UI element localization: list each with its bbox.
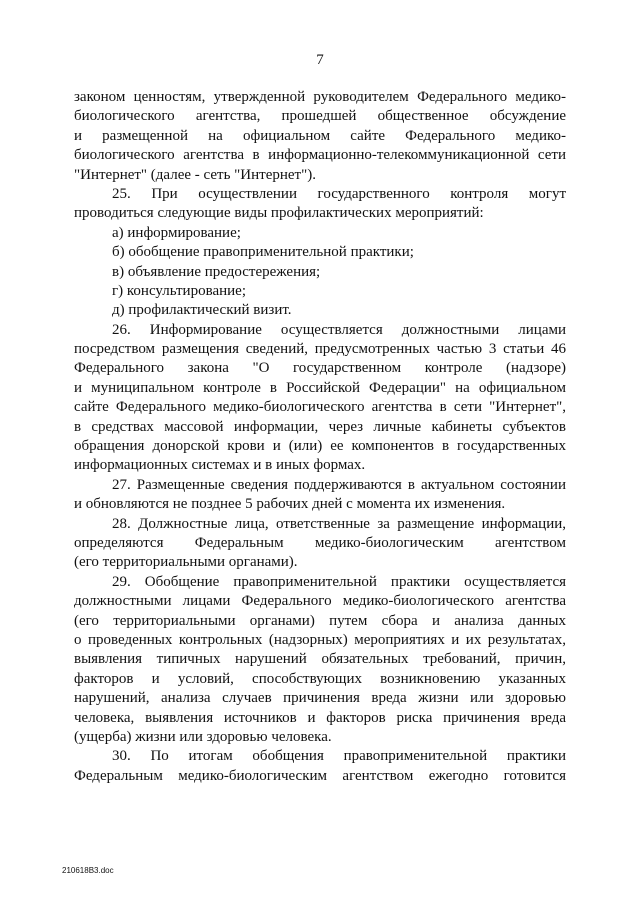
text-line: и обновляются не позднее 5 рабочих дней с момента их изменения. — [74, 496, 506, 513]
text-line: законом ценностям, утвержденной руководителем Федерального медико- — [74, 89, 566, 105]
text-line: посредством размещения сведений, предусмотренных частью 3 статьи 46 — [74, 341, 566, 358]
text-line: г) консультирование; — [112, 282, 247, 299]
text-line: в средствах массовой информации, через личные кабинеты субъектов — [74, 418, 566, 435]
text-line: биологического агентства в информационно-телекоммуникационной сети — [74, 147, 566, 164]
text-line: информационных системах и в иных формах. — [74, 457, 366, 474]
text-line: и муниципальном контроле в Российской Федерации" на официальном — [74, 379, 566, 396]
text-line: нарушений, анализа случаев причинения вреда жизни или здоровью — [74, 690, 566, 707]
text-line: Федерального закона "О государственном контроле (надзоре) — [74, 360, 566, 377]
text-line: 26. Информирование осуществляется должностными лицами — [112, 321, 566, 338]
text-line: а) информирование; — [112, 224, 241, 241]
text-line: Федеральным медико-биологическим агентством ежегодно готовится — [74, 767, 566, 784]
text-line: 25. При осуществлении государственного контроля могут — [112, 185, 566, 202]
text-line: д) профилактический визит. — [112, 302, 292, 319]
file-name-footer: 210618B3.doc — [62, 866, 114, 875]
text-line: б) обобщение правоприменительной практики; — [112, 244, 414, 261]
text-line: сайте Федерального медико-биологического агентства в сети "Интернет", — [74, 399, 566, 416]
text-line: (его территориальными органами). — [74, 554, 298, 571]
text-line: обращения донорской крови и (или) ее компонентов в государственных — [74, 438, 566, 455]
text-line: (ущерба) жизни или здоровью человека. — [74, 728, 332, 745]
text-line: 30. По итогам обобщения правоприменительной практики — [112, 748, 566, 765]
text-line: о проведенных контрольных (надзорных) мероприятиях и их результатах, — [74, 631, 566, 648]
text-line: 28. Должностные лица, ответственные за размещение информации, — [112, 515, 566, 532]
text-line: определяются Федеральным медико-биологическим агентством — [74, 534, 566, 551]
document-body — [74, 88, 566, 786]
text-line: факторов и условий, способствующих возникновению указанных — [74, 670, 566, 687]
text-line: должностными лицами Федерального медико-биологического агентства — [74, 593, 566, 610]
text-line: 29. Обобщение правоприменительной практики осуществляется — [112, 573, 566, 590]
text-line: биологического агентства, прошедшей общественное обсуждение — [74, 108, 566, 125]
text-line: (его территориальными органами) путем сбора и анализа данных — [74, 612, 566, 629]
text-line: и размещенной на официальном сайте Федерального медико- — [74, 127, 566, 144]
text-line: в) объявление предостережения; — [112, 263, 321, 280]
page-number: 7 — [316, 52, 324, 68]
text-line: выявления типичных нарушений обязательных требований, причин, — [74, 651, 566, 668]
text-line: 27. Размещенные сведения поддерживаются в актуальном состоянии — [112, 476, 566, 493]
text-line: "Интернет" (далее - сеть "Интернет"). — [74, 166, 316, 183]
text-line: человека, выявления источников и факторов риска причинения вреда — [74, 709, 566, 726]
text-line: проводиться следующие виды профилактических мероприятий: — [74, 205, 484, 222]
